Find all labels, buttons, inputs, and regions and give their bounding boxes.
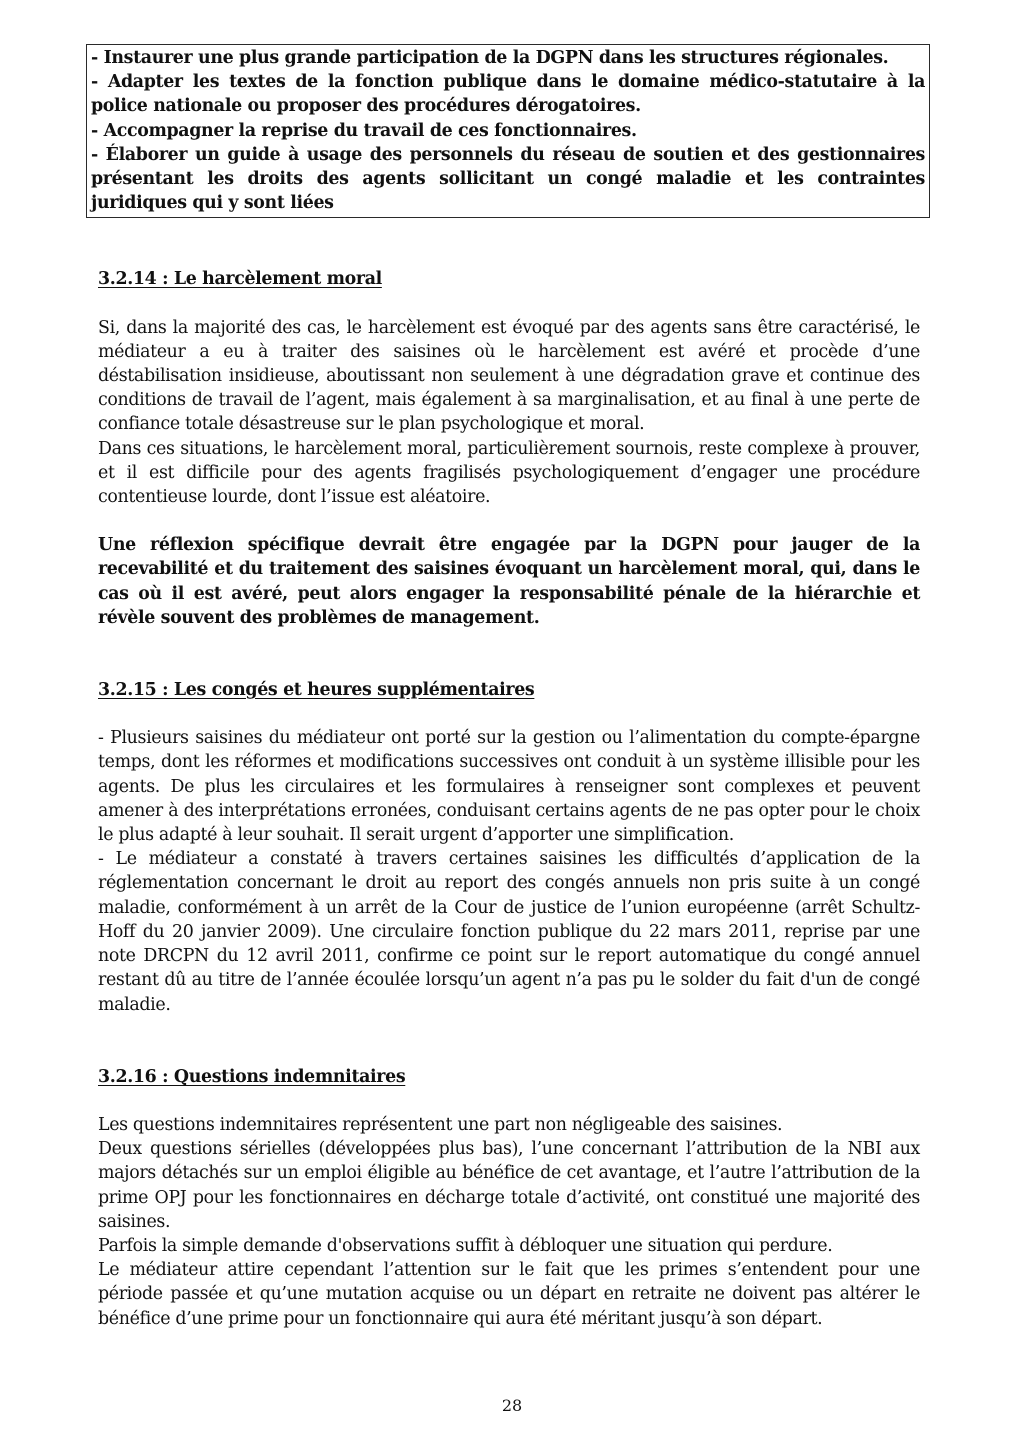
bold-recommendation-paragraph: Une réflexion spécifique devrait être engagée par la DGPN pour jauger de la recevabilité et du traitement des saisines évoquant un harcèlement moral, qui, dans le cas où il est avéré, peut alors engager la responsabilité pénale de la hiérarchie et révèle souvent des problèmes de management. xyxy=(98,535,920,628)
paragraph: Dans ces situations, le harcèlement moral, particulièrement sournois, reste complexe à prouver, et il est difficile pour des agents fragilisés psychologiquement d’engager une procédure contentieuse lourde, dont l’issue est aléatoire. xyxy=(98,438,920,508)
section-heading-conges: 3.2.15 : Les congés et heures supplémentaires xyxy=(98,680,535,701)
paragraph: - Plusieurs saisines du médiateur ont porté sur la gestion ou l’alimentation du compte-épargne temps, dont les réformes et modifications successives ont conduit à un système illisible pour les agents. De plus les circulaires et les formulaires à renseigner sont complexes et peuvent amener à des interprétations erronées, conduisant certains agents de ne pas opter pour le choix le plus adapté à leur souhait. Il serait urgent d’apporter une simplification. xyxy=(98,728,920,846)
recommendation-item: - Accompagner la reprise du travail de ces fonctionnaires. xyxy=(91,120,637,141)
section-heading-harcelement: 3.2.14 : Le harcèlement moral xyxy=(98,269,382,290)
recommendation-item: - Adapter les textes de la fonction publique dans le domaine médico-statutaire à la police nationale ou proposer des procédures dérogatoires. xyxy=(91,72,925,117)
document-page xyxy=(91,44,925,1331)
paragraph: Si, dans la majorité des cas, le harcèlement est évoqué par des agents sans être caractérisé, le médiateur a eu à traiter des saisines où le harcèlement est avéré et procède d’une déstabilisation insidieuse, aboutissant non seulement à une dégradation grave et continue des conditions de travail de l’agent, mais également à sa marginalisation, et au final à une perte de confiance totale désastreuse sur le plan psychologique et moral. xyxy=(98,317,920,435)
page-number: 28 xyxy=(501,1396,523,1415)
recommendations-box xyxy=(86,44,930,218)
paragraph: Deux questions sérielles (développées plus bas), l’une concernant l’attribution de la NBI aux majors détachés sur un emploi éligible au bénéfice de cet avantage, et l’autre l’attribution de la prime OPJ pour les fonctionnaires en décharge totale d’activité, ont constitué une majorité des saisines. xyxy=(98,1139,920,1232)
paragraph: Les questions indemnitaires représentent une part non négligeable des saisines. xyxy=(98,1114,783,1135)
paragraph: Le médiateur attire cependant l’attention sur le fait que les primes s’entendent pour une période passée et qu’une mutation acquise ou un départ en retraite ne doivent pas altérer le bénéfice d’une prime pour un fonctionnaire qui aura été méritant jusqu’à son départ. xyxy=(98,1260,920,1329)
paragraph: - Le médiateur a constaté à travers certaines saisines les difficultés d’application de la réglementation concernant le droit au report des congés annuels non pris suite à un congé maladie, conformément à un arrêt de la Cour de justice de l’union européenne (arrêt Schultz-Hoff du 20 janvier 2009). Une circulaire fonction publique du 22 mars 2011, reprise par une note DRCPN du 12 avril 2011, confirme ce point sur le report automatique du congé annuel restant dû au titre de l’année écoulée lorsqu’un agent n’a pas pu le solder du fait d'un de congé maladie. xyxy=(98,849,920,1015)
paragraph: Parfois la simple demande d'observations suffit à débloquer une situation qui perdure. xyxy=(98,1235,833,1256)
recommendation-item: - Instaurer une plus grande participation de la DGPN dans les structures régionales. xyxy=(91,48,889,68)
section-heading-indemnitaires: 3.2.16 : Questions indemnitaires xyxy=(98,1066,406,1087)
recommendation-item: - Élaborer un guide à usage des personnels du réseau de soutien et des gestionnaires présentant les droits des agents sollicitant un congé maladie et les contraintes juridiques qui y sont liées xyxy=(91,144,925,214)
